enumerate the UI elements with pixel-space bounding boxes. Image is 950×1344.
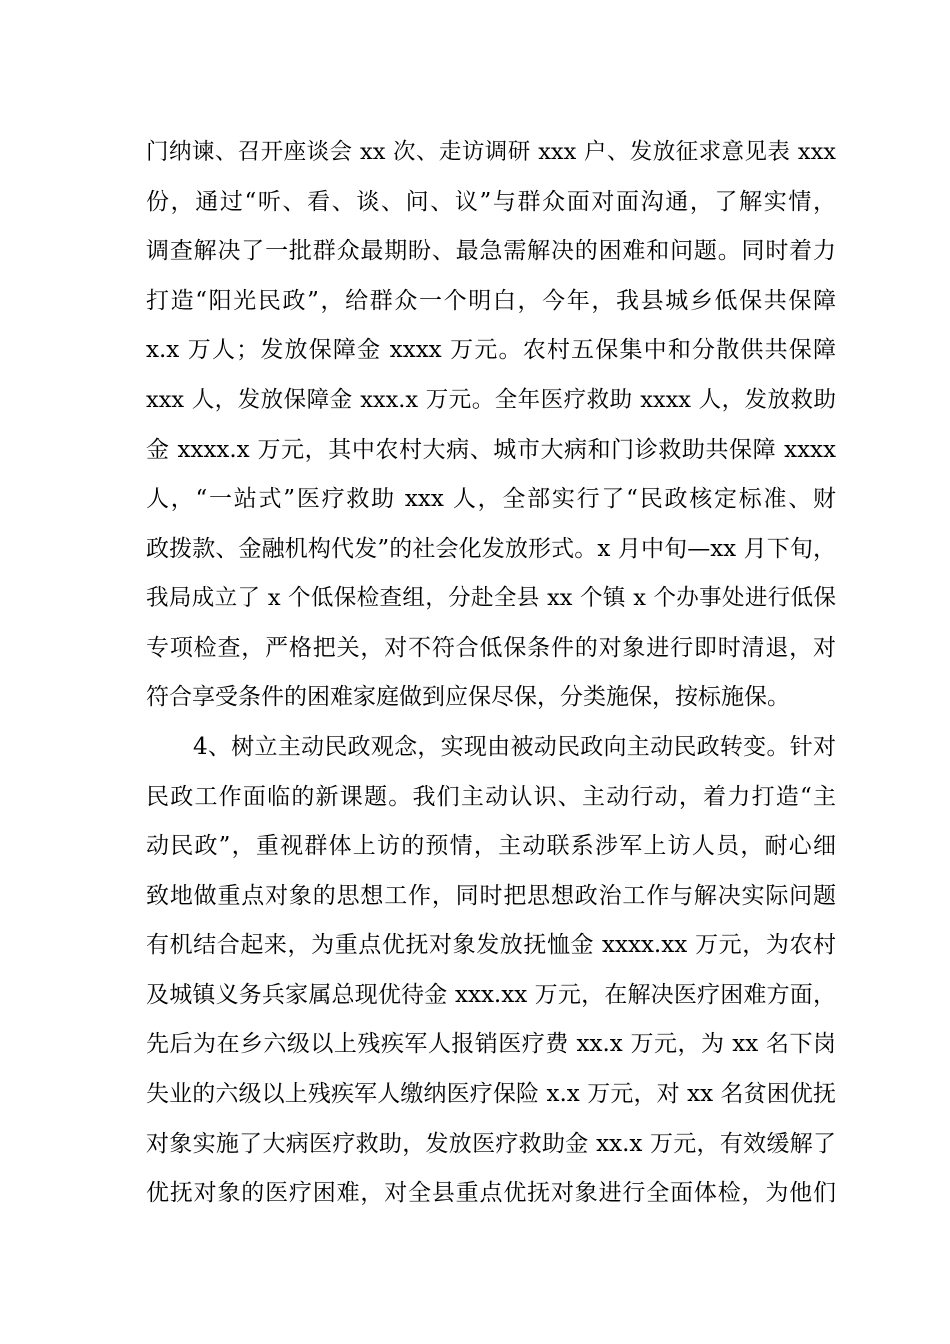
text-line-20: 失业的六级以上残疾军人缴纳医疗保险 x.x 万元，对 xx 名贫困优抚 xyxy=(146,1081,836,1107)
text-line-16: 致地做重点对象的思想工作，同时把思想政治工作与解决实际问题 xyxy=(146,883,836,909)
text-line-11: 专项检查，严格把关，对不符合低保条件的对象进行即时清退，对 xyxy=(146,635,836,661)
text-line-13: 4、树立主动民政观念，实现由被动民政向主动民政转变。针对 xyxy=(193,734,836,760)
text-line-22: 优抚对象的医疗困难，对全县重点优抚对象进行全面体检，为他们 xyxy=(146,1180,836,1206)
text-line-8: 人，“一站式”医疗救助 xxx 人，全部实行了“民政核定标准、财 xyxy=(146,486,836,512)
text-line-19: 先后为在乡六级以上残疾军人报销医疗费 xx.x 万元，为 xx 名下岗 xyxy=(146,1031,836,1057)
text-line-3: 调查解决了一批群众最期盼、最急需解决的困难和问题。同时着力 xyxy=(146,238,836,264)
text-line-10: 我局成立了 x 个低保检查组，分赴全县 xx 个镇 x 个办事处进行低保 xyxy=(146,585,836,611)
text-line-5: x.x 万人；发放保障金 xxxx 万元。农村五保集中和分散供共保障 xyxy=(146,337,836,363)
text-line-21: 对象实施了大病医疗救助，发放医疗救助金 xx.x 万元，有效缓解了 xyxy=(146,1131,836,1157)
text-line-9: 政拨款、金融机构代发”的社会化发放形式。x 月中旬—xx 月下旬， xyxy=(146,536,836,562)
text-line-12: 符合享受条件的困难家庭做到应保尽保，分类施保，按标施保。 xyxy=(146,684,790,710)
text-line-1: 门纳谏、召开座谈会 xx 次、走访调研 xxx 户、发放征求意见表 xxx xyxy=(146,139,836,165)
text-line-7: 金 xxxx.x 万元，其中农村大病、城市大病和门诊救助共保障 xxxx xyxy=(146,437,836,463)
text-line-4: 打造“阳光民政”，给群众一个明白，今年，我县城乡低保共保障 xyxy=(146,288,836,314)
text-line-6: xxx 人，发放保障金 xxx.x 万元。全年医疗救助 xxxx 人，发放救助 xyxy=(146,387,836,413)
text-line-17: 有机结合起来，为重点优抚对象发放抚恤金 xxxx.xx 万元，为农村 xyxy=(146,932,836,958)
text-line-2: 份，通过“听、看、谈、问、议”与群众面对面沟通，了解实情， xyxy=(146,189,836,215)
text-line-15: 动民政”，重视群体上访的预情，主动联系涉军上访人员，耐心细 xyxy=(146,833,836,859)
text-line-18: 及城镇义务兵家属总现优待金 xxx.xx 万元，在解决医疗困难方面， xyxy=(146,982,836,1008)
text-line-14: 民政工作面临的新课题。我们主动认识、主动行动，着力打造“主 xyxy=(146,784,836,810)
